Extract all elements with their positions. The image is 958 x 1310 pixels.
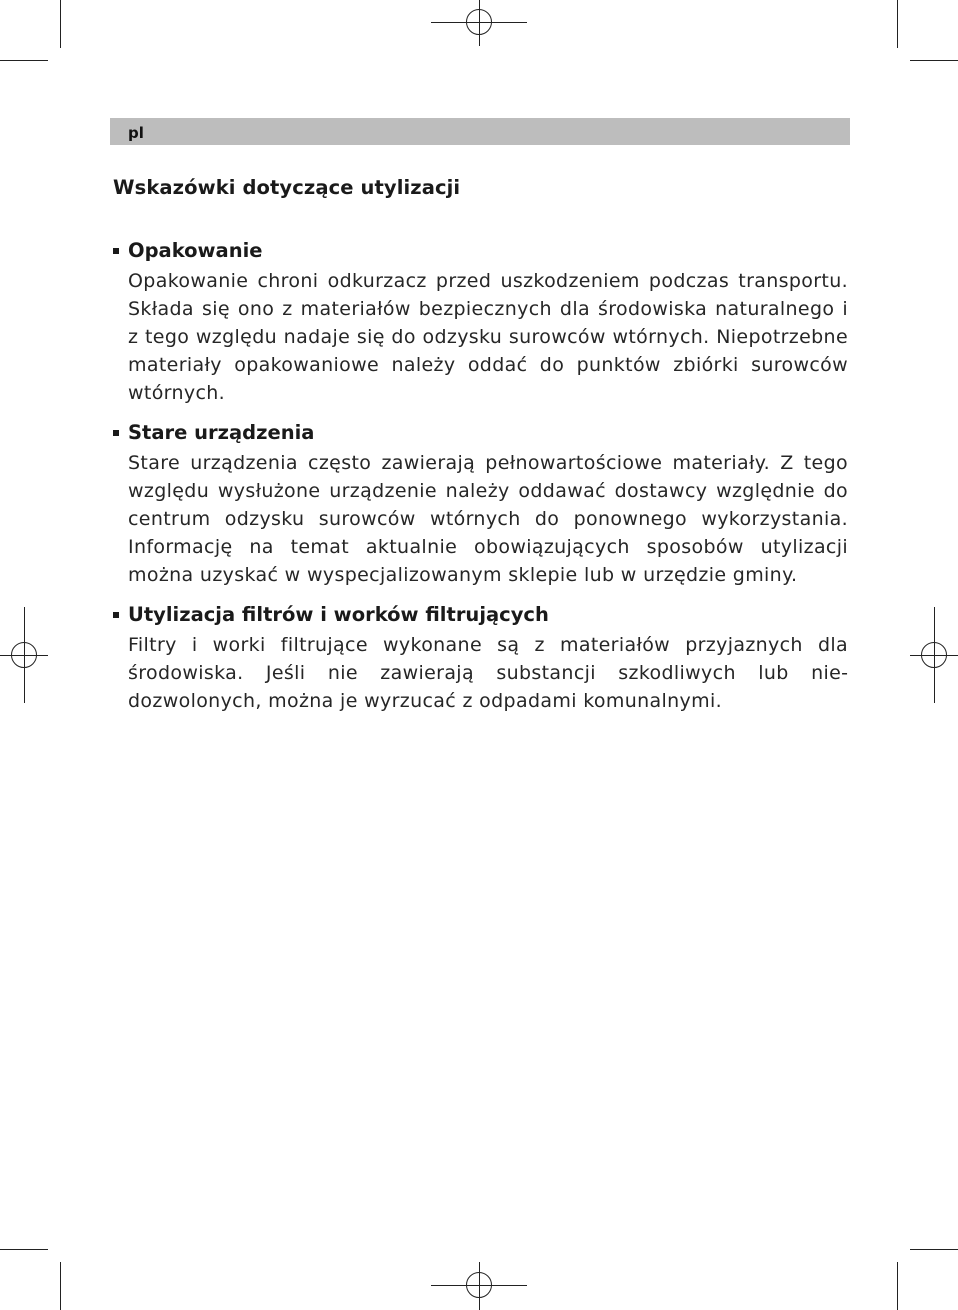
- crop-mark-bottom-left-horizontal: [0, 1249, 48, 1250]
- language-code: pl: [128, 124, 144, 142]
- section-old-appliances: [113, 421, 848, 589]
- section-body: Stare urządzenia często zawierają pełnowartościowe materiały. Z tego względu wysłużone urządzenie należy oddawać dostawcy względnie do centrum odzysku surowców wtórnych do ponownego wykorzystania. Informację na temat aktualnie obowiązujących sposobów utylizacji można uzyskać w wyspecjalizowanym sklepie lub w urzędzie gminy.: [128, 452, 848, 586]
- crop-mark-bottom-right-horizontal: [910, 1249, 958, 1250]
- section-heading: [113, 239, 848, 263]
- section-heading: [113, 603, 848, 627]
- crop-mark-bottom-right-vertical: [897, 1262, 898, 1310]
- crop-mark-top-left-horizontal: [0, 60, 48, 61]
- bullet-icon: [113, 430, 119, 436]
- section-heading-text: Opakowanie: [128, 239, 263, 262]
- section-heading-text: Utylizacja filtrów i worków filtrujących: [128, 603, 549, 626]
- crop-mark-top-right-vertical: [897, 0, 898, 48]
- section-heading: [113, 421, 848, 445]
- crop-mark-bottom-left-vertical: [60, 1262, 61, 1310]
- section-packaging: [113, 239, 848, 407]
- section-filter-disposal: [113, 603, 848, 715]
- page-title: Wskazówki dotyczące utylizacji: [113, 176, 461, 199]
- section-body: Filtry i worki filtrujące wykonane są z materiałów przyjaznych dla środowiska. Jeśli nie zawierają substancji szkodliwych lub niedozwolonych, można je wyrzucać z odpadami komunalnymi.: [128, 634, 848, 712]
- document-content: [113, 176, 848, 729]
- bullet-icon: [113, 248, 119, 254]
- crop-mark-top-right-horizontal: [910, 60, 958, 61]
- crop-mark-top-left-vertical: [60, 0, 61, 48]
- section-heading-text: Stare urządzenia: [128, 421, 315, 444]
- language-bar: [110, 118, 850, 145]
- bullet-icon: [113, 612, 119, 618]
- section-body: Opakowanie chroni odkurzacz przed uszkodzeniem podczas transportu. Składa się ono z materiałów bezpiecznych dla środowiska naturalnego i z tego względu nadaje się do odzysku surowców wtórnych. Niepotrzebne materiały opakowaniowe należy oddać do punktów zbiórki surowców wtórnych.: [128, 270, 848, 404]
